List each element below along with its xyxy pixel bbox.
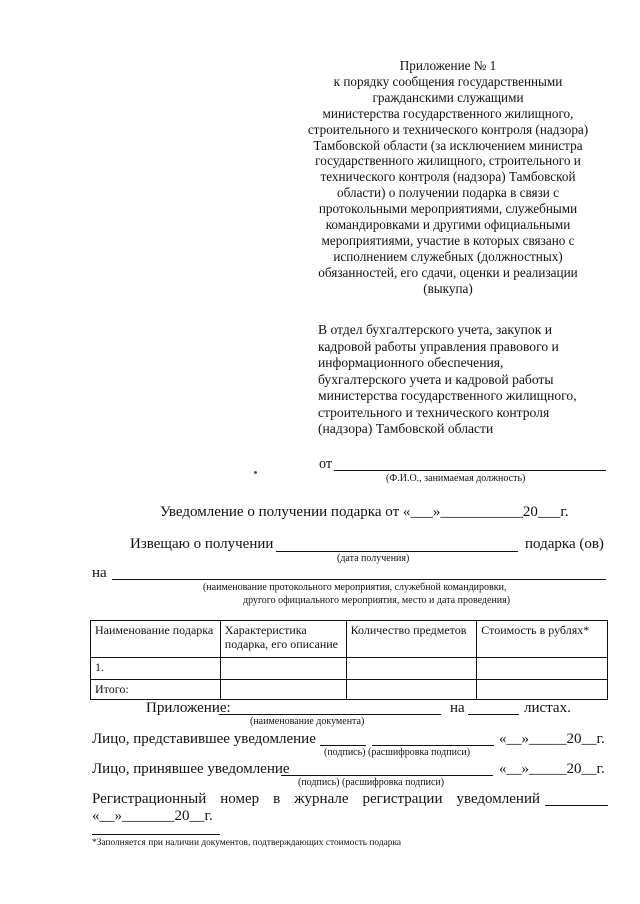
receiver-label: Лицо, принявшее уведомление	[92, 761, 290, 777]
appendix-line: государственного жилищного, строительного и	[315, 153, 581, 169]
appendix-line: министерства государственного жилищного,	[322, 105, 574, 121]
from-caption: (Ф.И.О., занимаемая должность)	[386, 473, 526, 484]
table-cell[interactable]	[220, 680, 346, 700]
table-cell[interactable]: 1.	[91, 658, 221, 680]
receiver-signature-field[interactable]	[281, 775, 493, 776]
table-header-row	[91, 621, 608, 658]
inform-suffix: подарка (ов)	[525, 536, 604, 552]
addressee-line: бухгалтерского учета и кадровой работы	[318, 371, 554, 387]
notice-heading: Уведомление о получении подарка от «___»___________20___г.	[160, 504, 569, 520]
addressee-line: В отдел бухгалтерского учета, закупок и	[318, 322, 552, 337]
appendix-line: технического контроля (надзора) Тамбовской	[320, 169, 576, 185]
attachment-on: на	[450, 700, 465, 716]
appendix-line: обязанностей, его сдачи, оценки и реализации	[318, 264, 578, 280]
appendix-line: области) о получении подарка в связи с	[337, 185, 559, 201]
submitter-caption: (подпись) (расшифровка подписи)	[324, 747, 471, 758]
registration-date: «__»_______20__г.	[92, 808, 213, 824]
attachment-sheets-field[interactable]	[468, 714, 519, 715]
event-caption-2: другого официального мероприятия, место и дата проведения)	[243, 595, 511, 606]
table-cell[interactable]	[220, 658, 346, 680]
appendix-line: мероприятиями, участие в которых связано с	[321, 232, 575, 248]
header-gift-name: Наименование подарка	[91, 621, 221, 658]
table-cell[interactable]	[346, 680, 477, 700]
appendix-line: гражданскими служащими	[372, 89, 524, 105]
addressee-line: министерства государственного жилищного,	[318, 388, 577, 403]
attachment-sheets: листах.	[524, 700, 571, 716]
gifts-table	[90, 620, 608, 700]
table-cell[interactable]	[477, 658, 608, 680]
from-label: от	[319, 456, 333, 472]
scan-speck	[254, 471, 257, 474]
addressee-line: кадровой работы управления правового и	[318, 338, 559, 354]
registration-text: Регистрационный номер в журнале регистрации уведомлений	[92, 791, 540, 807]
appendix-line: исполнением служебных (должностных)	[333, 248, 563, 264]
appendix-header	[276, 58, 620, 297]
event-caption-1: (наименование протокольного мероприятия, служебной командировки,	[203, 582, 507, 593]
appendix-line: (выкупа)	[423, 280, 473, 296]
header-gift-description: Характеристика подарка, его описание	[220, 621, 346, 658]
table-cell: Итого:	[91, 680, 221, 700]
submitter-label: Лицо, представившее уведомление	[92, 731, 316, 747]
attachment-caption: (наименование документа)	[250, 716, 365, 727]
attachment-document-field[interactable]	[219, 714, 441, 715]
table-cell[interactable]	[346, 658, 477, 680]
submitter-name-field[interactable]	[372, 745, 494, 746]
inform-prefix: Извещаю о получении	[130, 536, 274, 552]
header-cost: Стоимость в рублях*	[477, 621, 608, 658]
table-cell[interactable]	[477, 680, 608, 700]
addressee-line: (надзора) Тамбовской области	[318, 421, 494, 436]
event-field[interactable]	[112, 579, 606, 580]
registration-number-field[interactable]	[545, 805, 608, 806]
appendix-line: к порядку сообщения государственными	[333, 73, 563, 89]
addressee-line: информационного обеспечения,	[318, 355, 504, 370]
submitter-signature-field[interactable]	[320, 745, 366, 746]
table-row-total	[91, 680, 608, 700]
appendix-line: Тамбовской области (за исключением министра	[313, 137, 583, 153]
table-row	[91, 658, 608, 680]
submitter-date: «__»_____20__г.	[499, 731, 605, 747]
appendix-line: командировками и другими официальными	[325, 217, 571, 233]
attachment-label: Приложение:	[146, 700, 231, 716]
receipt-date-field[interactable]	[276, 551, 518, 552]
appendix-title: Приложение № 1	[399, 58, 497, 73]
date-caption: (дата получения)	[337, 553, 410, 564]
addressee-block	[318, 322, 618, 438]
header-quantity: Количество предметов	[346, 621, 477, 658]
on-label: на	[92, 565, 107, 581]
footnote: *Заполняется при наличии документов, подтверждающих стоимость подарка	[92, 838, 402, 848]
appendix-line: строительного и технического контроля (надзора)	[307, 121, 589, 137]
receiver-date: «__»_____20__г.	[499, 761, 605, 777]
appendix-line: протокольными мероприятиями, служебными	[318, 201, 578, 217]
addressee-line: строительного и технического контроля	[318, 404, 550, 420]
receiver-caption: (подпись) (расшифровка подписи)	[298, 777, 445, 788]
from-field[interactable]	[334, 470, 606, 471]
footnote-divider	[92, 834, 220, 835]
